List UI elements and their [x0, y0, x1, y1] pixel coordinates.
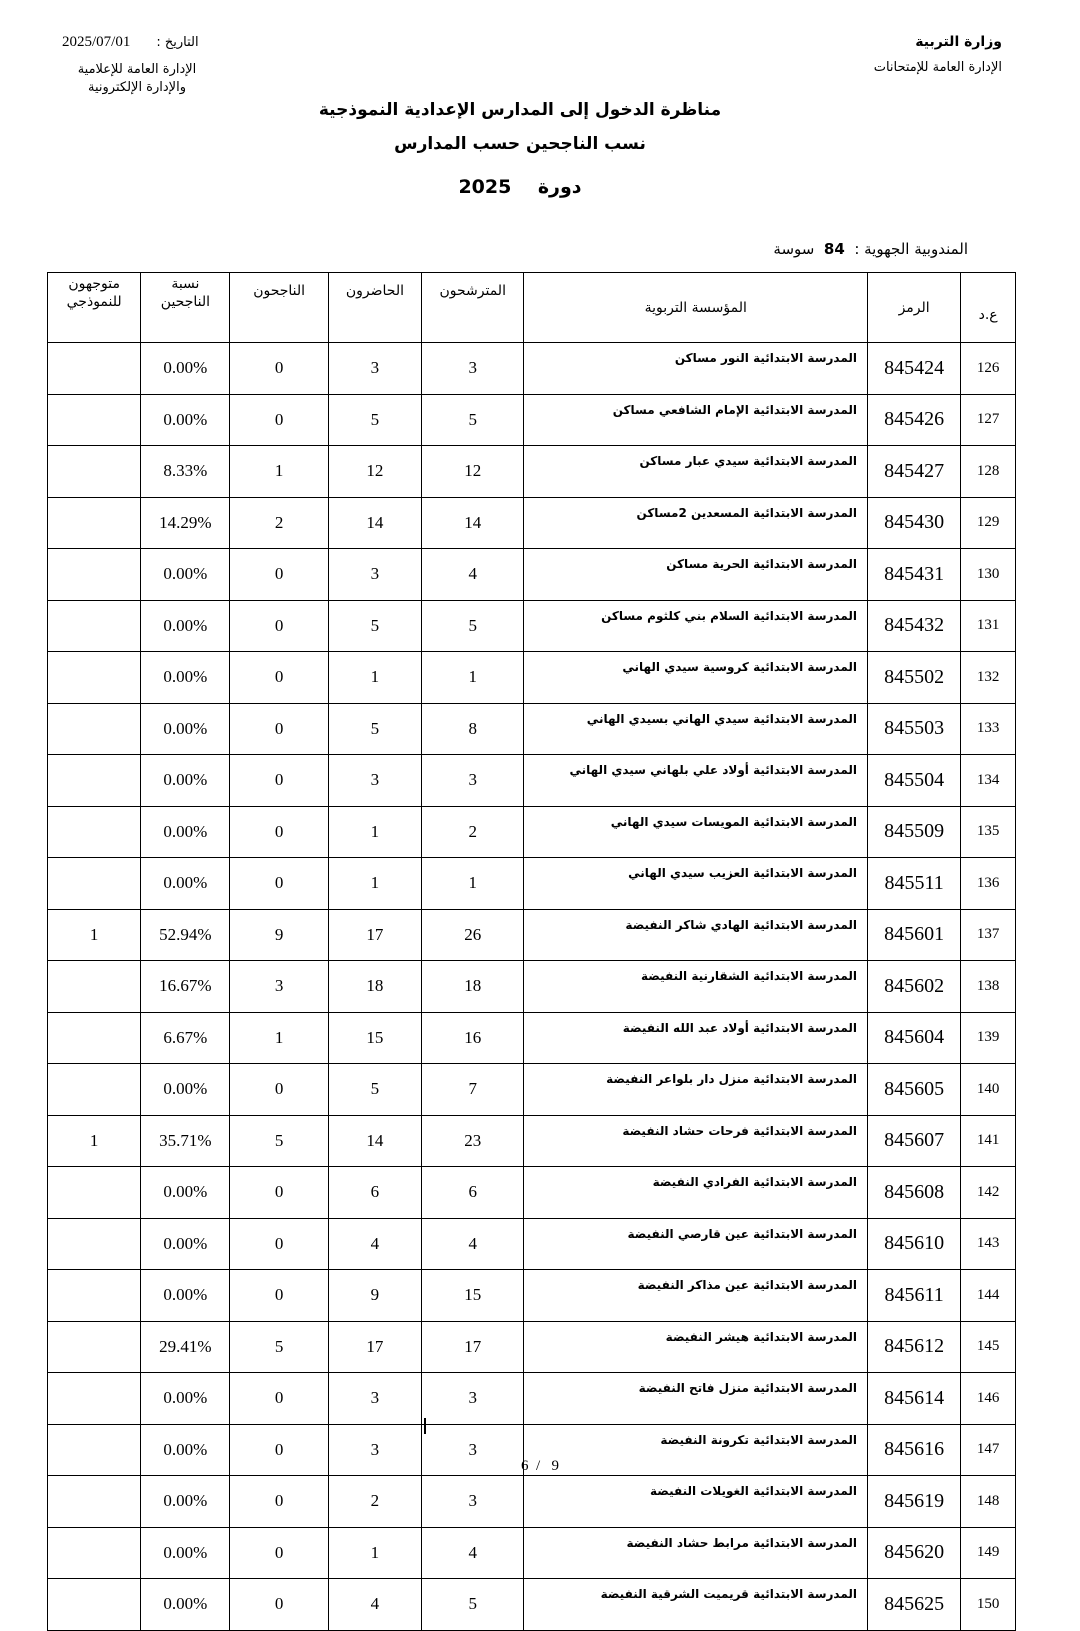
table-row [48, 600, 1016, 652]
pass-rate: 6.67% [141, 1012, 230, 1064]
school-code: 845605 [868, 1064, 961, 1116]
school-name: المدرسة الابتدائية الإمام الشافعي مساكن [524, 394, 868, 446]
school-name: المدرسة الابتدائية أولاد علي بلهاني سيدي الهاني [524, 755, 868, 807]
table-row [48, 1064, 1016, 1116]
present-count: 1 [328, 858, 421, 910]
present-count: 1 [328, 1527, 421, 1579]
candidates-count: 3 [422, 1476, 524, 1528]
school-name: المدرسة الابتدائية كروسية سيدي الهاني [524, 652, 868, 704]
school-code: 845504 [868, 755, 961, 807]
oriented-count [48, 343, 141, 395]
candidates-count: 3 [422, 1373, 524, 1425]
page-number: 6 [521, 1458, 529, 1474]
header-rate: نسبة الناجحين [141, 273, 230, 343]
passed-count: 0 [230, 858, 328, 910]
table-row [48, 755, 1016, 807]
school-code: 845614 [868, 1373, 961, 1425]
present-count: 3 [328, 343, 421, 395]
passed-count: 0 [230, 343, 328, 395]
region-label: المندوبية الجهوية : [854, 240, 968, 258]
header-code: الرمز [868, 273, 961, 343]
school-name: المدرسة الابتدائية قريميت الشرقية النفيضة [524, 1579, 868, 1631]
table-row [48, 394, 1016, 446]
table-row [48, 1321, 1016, 1373]
header-name: المؤسسة التربوية [524, 273, 868, 343]
school-code: 845610 [868, 1218, 961, 1270]
present-count: 9 [328, 1270, 421, 1322]
table-row [48, 1218, 1016, 1270]
row-index: 129 [961, 497, 1016, 549]
school-name: المدرسة الابتدائية الشقارنية النفيضة [524, 961, 868, 1013]
present-count: 1 [328, 806, 421, 858]
candidates-count: 23 [422, 1115, 524, 1167]
oriented-count: 1 [48, 1115, 141, 1167]
row-index: 127 [961, 394, 1016, 446]
row-index: 143 [961, 1218, 1016, 1270]
table-row [48, 806, 1016, 858]
org-line-2: والإدارة الإلكترونية [88, 80, 186, 95]
row-index: 135 [961, 806, 1016, 858]
school-name: المدرسة الابتدائية سيدي الهاني بسيدي الهاني [524, 703, 868, 755]
oriented-count [48, 755, 141, 807]
school-code: 845502 [868, 652, 961, 704]
candidates-count: 18 [422, 961, 524, 1013]
pass-rate: 0.00% [141, 549, 230, 601]
header-left [62, 34, 212, 97]
candidates-count: 17 [422, 1321, 524, 1373]
region-name: سوسة [773, 240, 815, 258]
candidates-count: 5 [422, 600, 524, 652]
org-line-1: الإدارة العامة للإعلامية [77, 62, 197, 77]
passed-count: 0 [230, 600, 328, 652]
pass-rate: 0.00% [141, 703, 230, 755]
pass-rate: 0.00% [141, 1527, 230, 1579]
present-count: 3 [328, 1424, 421, 1476]
table-header-row [48, 273, 1016, 343]
candidates-count: 16 [422, 1012, 524, 1064]
table-row [48, 909, 1016, 961]
session-year: 2025 [458, 176, 512, 198]
candidates-count: 5 [422, 1579, 524, 1631]
passed-count: 5 [230, 1115, 328, 1167]
passed-count: 0 [230, 1527, 328, 1579]
pass-rate: 0.00% [141, 1167, 230, 1219]
header-oriented: متوجهون للنموذجي [48, 273, 141, 343]
session-title [0, 176, 1060, 198]
row-index: 137 [961, 909, 1016, 961]
school-code: 845431 [868, 549, 961, 601]
row-index: 126 [961, 343, 1016, 395]
date-label: التاريخ : [156, 35, 199, 50]
row-index: 150 [961, 1579, 1016, 1631]
row-index: 146 [961, 1373, 1016, 1425]
candidates-count: 7 [422, 1064, 524, 1116]
present-count: 4 [328, 1579, 421, 1631]
oriented-count [48, 1579, 141, 1631]
table-row [48, 446, 1016, 498]
candidates-count: 5 [422, 394, 524, 446]
passed-count: 1 [230, 1012, 328, 1064]
row-index: 134 [961, 755, 1016, 807]
passed-count: 3 [230, 961, 328, 1013]
school-code: 845430 [868, 497, 961, 549]
table-row [48, 703, 1016, 755]
passed-count: 0 [230, 1064, 328, 1116]
row-index: 133 [961, 703, 1016, 755]
table-row [48, 961, 1016, 1013]
passed-count: 0 [230, 1167, 328, 1219]
oriented-count [48, 858, 141, 910]
oriented-count [48, 806, 141, 858]
date-row [62, 34, 212, 51]
header-present: الحاضرون [328, 273, 421, 343]
passed-count: 0 [230, 1424, 328, 1476]
school-code: 845426 [868, 394, 961, 446]
row-index: 141 [961, 1115, 1016, 1167]
oriented-count [48, 1373, 141, 1425]
present-count: 6 [328, 1167, 421, 1219]
pass-rate: 0.00% [141, 652, 230, 704]
pass-rate: 0.00% [141, 1373, 230, 1425]
row-index: 138 [961, 961, 1016, 1013]
school-name: المدرسة الابتدائية منزل دار بلواعر النفيضة [524, 1064, 868, 1116]
candidates-count: 3 [422, 343, 524, 395]
school-name: المدرسة الابتدائية المسعدين 2مساكن [524, 497, 868, 549]
pass-rate: 0.00% [141, 755, 230, 807]
row-index: 144 [961, 1270, 1016, 1322]
pass-rate: 0.00% [141, 394, 230, 446]
passed-count: 0 [230, 703, 328, 755]
passed-count: 9 [230, 909, 328, 961]
school-code: 845424 [868, 343, 961, 395]
school-name: المدرسة الابتدائية السلام بني كلثوم مساكن [524, 600, 868, 652]
pass-rate: 16.67% [141, 961, 230, 1013]
passed-count: 0 [230, 1579, 328, 1631]
passed-count: 5 [230, 1321, 328, 1373]
school-name: المدرسة الابتدائية النور مساكن [524, 343, 868, 395]
passed-count: 0 [230, 549, 328, 601]
school-code: 845616 [868, 1424, 961, 1476]
candidates-count: 2 [422, 806, 524, 858]
pass-rate: 8.33% [141, 446, 230, 498]
present-count: 18 [328, 961, 421, 1013]
pass-rate: 0.00% [141, 1579, 230, 1631]
oriented-count [48, 1270, 141, 1322]
row-index: 142 [961, 1167, 1016, 1219]
present-count: 14 [328, 497, 421, 549]
school-name: المدرسة الابتدائية الغويلات النفيضة [524, 1476, 868, 1528]
present-count: 3 [328, 549, 421, 601]
passed-count: 0 [230, 1476, 328, 1528]
table-row [48, 549, 1016, 601]
candidates-count: 8 [422, 703, 524, 755]
school-code: 845607 [868, 1115, 961, 1167]
candidates-count: 12 [422, 446, 524, 498]
candidates-count: 1 [422, 858, 524, 910]
school-code: 845427 [868, 446, 961, 498]
pass-rate: 52.94% [141, 909, 230, 961]
school-name: المدرسة الابتدائية الهادي شاكر النفيضة [524, 909, 868, 961]
school-name: المدرسة الابتدائية هيشر النفيضة [524, 1321, 868, 1373]
passed-count: 2 [230, 497, 328, 549]
passed-count: 0 [230, 652, 328, 704]
school-code: 845611 [868, 1270, 961, 1322]
oriented-count [48, 1064, 141, 1116]
oriented-count [48, 1321, 141, 1373]
candidates-count: 1 [422, 652, 524, 704]
table-row [48, 1115, 1016, 1167]
row-index: 140 [961, 1064, 1016, 1116]
pass-rate: 0.00% [141, 806, 230, 858]
row-index: 136 [961, 858, 1016, 910]
page-footer [0, 1458, 1080, 1475]
school-name: المدرسة الابتدائية أولاد عبد الله النفيضة [524, 1012, 868, 1064]
present-count: 3 [328, 755, 421, 807]
candidates-count: 3 [422, 1424, 524, 1476]
row-index: 131 [961, 600, 1016, 652]
school-name: المدرسة الابتدائية عين مذاكر النفيضة [524, 1270, 868, 1322]
school-code: 845608 [868, 1167, 961, 1219]
header-passed: الناجحون [230, 273, 328, 343]
oriented-count: 1 [48, 909, 141, 961]
present-count: 4 [328, 1218, 421, 1270]
oriented-count [48, 961, 141, 1013]
pass-rate: 0.00% [141, 1064, 230, 1116]
table-row [48, 1373, 1016, 1425]
oriented-count [48, 497, 141, 549]
table-row [48, 1476, 1016, 1528]
oriented-count [48, 549, 141, 601]
table-row [48, 652, 1016, 704]
page-total: 9 [551, 1458, 559, 1474]
present-count: 2 [328, 1476, 421, 1528]
pass-rate: 0.00% [141, 1476, 230, 1528]
oriented-count [48, 703, 141, 755]
oriented-count [48, 652, 141, 704]
passed-count: 1 [230, 446, 328, 498]
school-name: المدرسة الابتدائية عين قارصي النفيضة [524, 1218, 868, 1270]
present-count: 5 [328, 600, 421, 652]
pass-rate: 0.00% [141, 858, 230, 910]
row-index: 128 [961, 446, 1016, 498]
school-code: 845625 [868, 1579, 961, 1631]
date-value: 2025/07/01 [62, 34, 131, 50]
candidates-count: 4 [422, 549, 524, 601]
results-table [47, 272, 1016, 1631]
school-code: 845601 [868, 909, 961, 961]
passed-count: 0 [230, 1218, 328, 1270]
oriented-count [48, 1218, 141, 1270]
header-idx: ع.د [961, 273, 1016, 343]
school-code: 845511 [868, 858, 961, 910]
school-name: المدرسة الابتدائية سيدي عبار مساكن [524, 446, 868, 498]
pass-rate: 35.71% [141, 1115, 230, 1167]
present-count: 5 [328, 1064, 421, 1116]
row-index: 130 [961, 549, 1016, 601]
school-code: 845612 [868, 1321, 961, 1373]
school-name: المدرسة الابتدائية الحرية مساكن [524, 549, 868, 601]
department-name: الإدارة العامة للإمتحانات [873, 60, 1002, 75]
candidates-count: 26 [422, 909, 524, 961]
candidates-count: 4 [422, 1527, 524, 1579]
school-code: 845509 [868, 806, 961, 858]
pass-rate: 0.00% [141, 1424, 230, 1476]
table-row [48, 1012, 1016, 1064]
row-index: 145 [961, 1321, 1016, 1373]
pass-rate: 29.41% [141, 1321, 230, 1373]
session-label: دورة [537, 176, 582, 198]
school-name: المدرسة الابتدائية فرحات حشاد النفيضة [524, 1115, 868, 1167]
region-code: 84 [823, 240, 845, 258]
school-code: 845619 [868, 1476, 961, 1528]
passed-count: 0 [230, 1373, 328, 1425]
row-index: 149 [961, 1527, 1016, 1579]
oriented-count [48, 1012, 141, 1064]
table-row [48, 1167, 1016, 1219]
present-count: 12 [328, 446, 421, 498]
passed-count: 0 [230, 394, 328, 446]
school-code: 845620 [868, 1527, 961, 1579]
present-count: 5 [328, 703, 421, 755]
main-title: مناظرة الدخول إلى المدارس الإعدادية النموذجية [318, 100, 722, 120]
pass-rate: 14.29% [141, 497, 230, 549]
oriented-count [48, 1167, 141, 1219]
page-sep: / [536, 1458, 541, 1474]
school-name: المدرسة الابتدائية مرابط حشاد النفيضة [524, 1527, 868, 1579]
table-row [48, 1579, 1016, 1631]
pass-rate: 0.00% [141, 1218, 230, 1270]
school-name: المدرسة الابتدائية الفرادي النفيضة [524, 1167, 868, 1219]
school-code: 845432 [868, 600, 961, 652]
oriented-count [48, 394, 141, 446]
oriented-count [48, 600, 141, 652]
pass-rate: 0.00% [141, 1270, 230, 1322]
school-code: 845604 [868, 1012, 961, 1064]
pass-rate: 0.00% [141, 600, 230, 652]
school-code: 845503 [868, 703, 961, 755]
row-index: 139 [961, 1012, 1016, 1064]
row-index: 147 [961, 1424, 1016, 1476]
candidates-count: 6 [422, 1167, 524, 1219]
candidates-count: 15 [422, 1270, 524, 1322]
table-row [48, 858, 1016, 910]
row-index: 148 [961, 1476, 1016, 1528]
ministry-name: وزارة التربية [915, 34, 1002, 50]
table-row [48, 1527, 1016, 1579]
school-name: المدرسة الابتدائية المويسات سيدي الهاني [524, 806, 868, 858]
passed-count: 0 [230, 806, 328, 858]
header-candidates: المترشحون [422, 273, 524, 343]
oriented-count [48, 1527, 141, 1579]
present-count: 17 [328, 909, 421, 961]
table-row [48, 497, 1016, 549]
school-name: المدرسة الابتدائية العزيب سيدي الهاني [524, 858, 868, 910]
present-count: 1 [328, 652, 421, 704]
table-row [48, 343, 1016, 395]
present-count: 3 [328, 1373, 421, 1425]
school-code: 845602 [868, 961, 961, 1013]
pass-rate: 0.00% [141, 343, 230, 395]
present-count: 5 [328, 394, 421, 446]
school-name: المدرسة الابتدائية تكرونة النفيضة [524, 1424, 868, 1476]
candidates-count: 4 [422, 1218, 524, 1270]
present-count: 14 [328, 1115, 421, 1167]
row-index: 132 [961, 652, 1016, 704]
school-name: المدرسة الابتدائية منزل فاتح النفيضة [524, 1373, 868, 1425]
org-block [62, 61, 212, 97]
table-row [48, 1270, 1016, 1322]
candidates-count: 3 [422, 755, 524, 807]
footer-tick [424, 1418, 426, 1434]
present-count: 17 [328, 1321, 421, 1373]
oriented-count [48, 1476, 141, 1528]
candidates-count: 14 [422, 497, 524, 549]
passed-count: 0 [230, 755, 328, 807]
header-right [874, 34, 1002, 75]
region-line [773, 240, 968, 258]
sub-title: نسب الناجحين حسب المدارس [394, 134, 646, 154]
passed-count: 0 [230, 1270, 328, 1322]
oriented-count [48, 446, 141, 498]
table-body [48, 343, 1016, 1631]
present-count: 15 [328, 1012, 421, 1064]
